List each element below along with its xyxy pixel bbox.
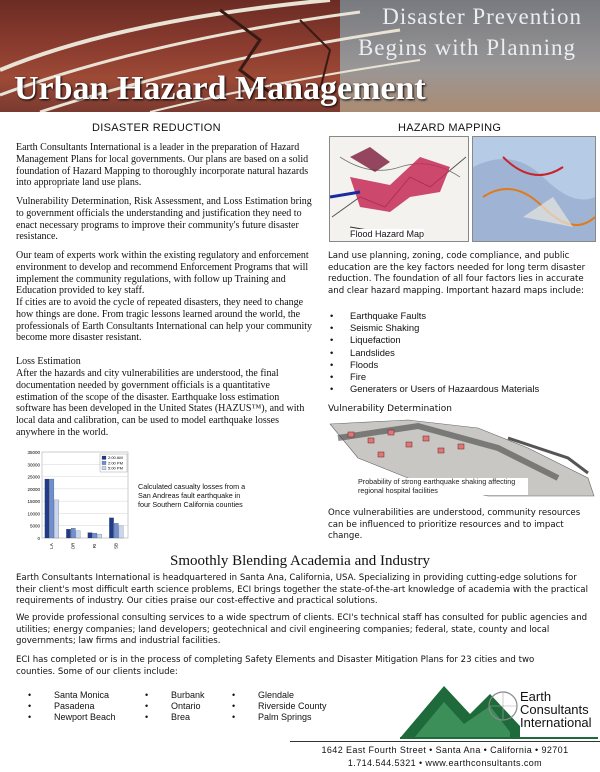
headquarters-paragraph: Earth Consultants International is headquartered in Santa Ana, California, USA. Specializing in providing cutting-edge solutions for their client's most difficult earth science problems, ECI brings together the state-of-the-art knowledge of academia with the practical requirements of industry. Our cities praise our cost-effective and practical solutions.	[16, 573, 588, 607]
footer-contact: 1.714.544.5321 • www.earthconsultants.com	[347, 758, 543, 768]
chart-legend-swatch	[102, 466, 106, 470]
list-item: • Seismic Shaking	[330, 322, 592, 334]
chart-legend-label: 2:00 PM	[108, 460, 123, 466]
cycle-paragraph: If cities are to avoid the cycle of repeated disasters, they need to change how things are done. From tragic lessons learned around the world, the professionals of Earth Consultants International can help your community become more disaster resistant.	[16, 297, 313, 344]
logo-line-3: International	[520, 715, 592, 730]
loss-estimation-heading: Loss Estimation	[16, 356, 81, 367]
loss-estimation-paragraph: After the hazards and city vulnerabilities are understood, the final documentation needed by government officials is a quantitative estimation of the scope of the disaster. Earthquake loss estimation software has been developed in the United States (HAZUS™), and with local data and calibration, can be used to model earthquake losses anywhere in the world.	[16, 368, 305, 438]
chart-bar	[88, 533, 92, 538]
chart-bar	[93, 533, 97, 538]
footer-address: 1642 East Fourth Street • Santa Ana • California • 92701	[321, 745, 569, 755]
academia-section-title: Smoothly Blending Academia and Industry	[170, 553, 430, 569]
chart-bar	[114, 523, 118, 538]
header-banner	[0, 0, 600, 112]
chart-y-tick: 25000	[27, 474, 40, 480]
chart-bar	[54, 500, 58, 538]
footer-divider	[290, 741, 600, 742]
page-title: Urban Hazard Management	[14, 70, 426, 107]
banner-tagline-2: Begins with Planning	[357, 35, 576, 60]
chart-x-tick: SB	[113, 542, 119, 550]
chart-y-tick: 10000	[27, 511, 40, 517]
hazard-mapping-heading: HAZARD MAPPING	[398, 122, 502, 134]
client-item: • Ontario	[145, 701, 205, 712]
flood-map-label: Flood Hazard Map	[350, 229, 425, 239]
services-paragraph: We provide professional consulting services to a wide spectrum of clients. ECI's technical staff has consulted for public agencies and utilities; energy companies; land developers; geotechnical and civil engineering companies; federal, state, county and local governments; law firms and industrial facilities.	[16, 613, 588, 647]
resources-paragraph: Once vulnerabilities are understood, community resources can be influenced to prioritize resources and to impact change.	[328, 508, 581, 542]
chart-y-tick: 0	[37, 536, 40, 541]
chart-bar	[45, 479, 49, 538]
chart-legend-swatch	[102, 456, 106, 460]
chart-y-tick: 35000	[27, 450, 40, 455]
clients-column-3	[232, 690, 327, 722]
vulnerability-map-caption: Probability of strong earthquake shaking affecting regional hospital facilities	[358, 478, 528, 495]
client-item: • Burbank	[145, 690, 205, 701]
list-item: • Generaters or Users of Hazaardous Materials	[330, 383, 592, 395]
chart-legend-label: 2:00 AM	[108, 455, 123, 461]
hazard-mapping-paragraph: Land use planning, zoning, code compliance, and public education are the key factors needed for long term disaster reduction. The foundation of all four factors lies in accurate and clear hazard mapping. Important hazard maps include:	[328, 251, 586, 296]
clients-column-2	[145, 690, 205, 722]
client-item: • Pasadena	[28, 701, 116, 712]
chart-legend-swatch	[102, 461, 106, 465]
chart-y-tick: 15000	[27, 499, 40, 505]
client-item: • Santa Monica	[28, 690, 116, 701]
clients-intro-paragraph: ECI has completed or is in the process of completing Safety Elements and Disaster Mitigation Plans for 23 cities and two counties. Some of our clients include:	[16, 655, 535, 677]
logo-wordmark	[520, 690, 592, 729]
team-paragraph: Our team of experts work within the existing regulatory and enforcement environment to develop and recommend Enforcement Programs that will implement the community regulations, with follow up Training and Education provided to key staff.	[16, 250, 309, 297]
flood-hazard-map	[329, 136, 469, 242]
casualty-bar-chart	[16, 446, 136, 556]
client-item: • Palm Springs	[232, 712, 327, 723]
chart-y-tick: 30000	[27, 462, 40, 468]
list-item: • Earthquake Faults	[330, 310, 592, 322]
list-item: • Floods	[330, 359, 592, 371]
shaking-hazard-map	[472, 136, 596, 242]
client-item: • Brea	[145, 712, 205, 723]
shaking-map-graphic	[473, 137, 595, 241]
client-item: • Riverside County	[232, 701, 327, 712]
client-item: • Glendale	[232, 690, 327, 701]
chart-bar	[97, 534, 101, 538]
chart-bar	[76, 531, 80, 538]
vulnerability-paragraph: Vulnerability Determination, Risk Assessment, and Loss Estimation bring to government officials the understanding and justification they need to enact necessary programs to improve their community's future disaster resistance.	[16, 196, 312, 243]
chart-bar	[50, 479, 54, 538]
client-item: • Newport Beach	[28, 712, 116, 723]
chart-bar	[109, 518, 113, 538]
chart-bar	[119, 526, 123, 538]
clients-column-1	[28, 690, 116, 722]
chart-x-tick: LA	[48, 543, 54, 549]
list-item: • Landslides	[330, 347, 592, 359]
chart-x-tick: OR	[70, 542, 76, 550]
vulnerability-heading: Vulnerability Determination	[328, 404, 452, 414]
chart-legend-label: 5:00 PM	[108, 465, 123, 471]
hazard-map-list	[330, 310, 592, 395]
intro-paragraph: Earth Consultants International is a leader in the preparation of Hazard Management Plans for local governments. Our plans are based on a solid foundation of Hazard Mapping to thoroughly incorporate natural hazards into appropriate land use plans.	[16, 142, 309, 189]
logo-line-2: Consultants	[520, 702, 589, 717]
disaster-reduction-heading: DISASTER REDUCTION	[92, 122, 221, 134]
chart-bar	[71, 528, 75, 538]
flood-map-graphic	[330, 137, 468, 241]
banner-tagline-1: Disaster Prevention	[382, 4, 582, 29]
chart-y-tick: 20000	[27, 486, 40, 492]
chart-x-tick: RI	[91, 543, 97, 549]
list-item: • Fire	[330, 371, 592, 383]
list-item: • Liquefaction	[330, 334, 592, 346]
chart-caption: Calculated casualty losses from a San Andreas fault earthquake in four Southern California counties	[138, 482, 246, 509]
chart-bar	[66, 529, 70, 538]
chart-y-tick: 5000	[29, 523, 40, 529]
logo-line-1: Earth	[520, 689, 552, 704]
